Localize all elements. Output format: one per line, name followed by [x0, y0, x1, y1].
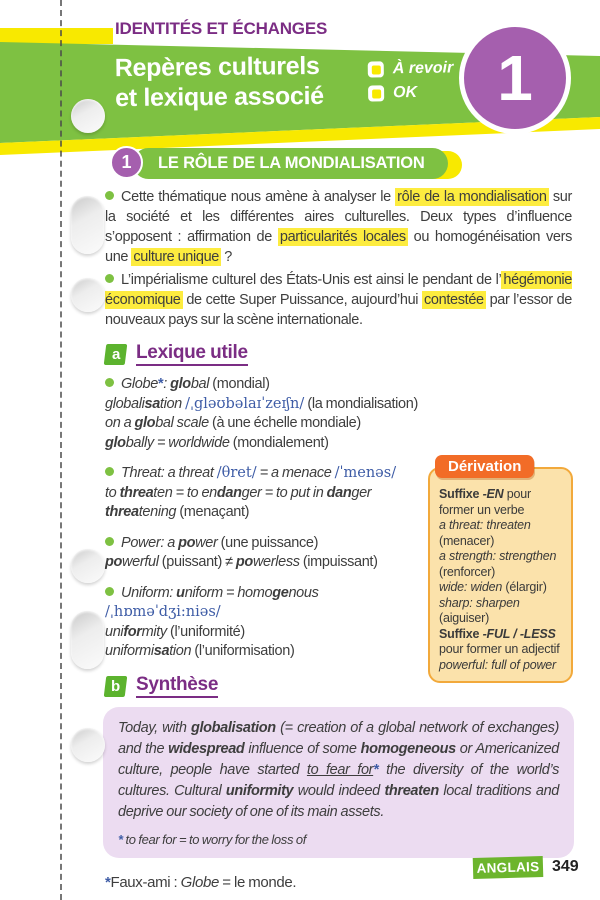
section-letter: a — [111, 345, 120, 363]
checkbox-row-a-revoir — [368, 59, 454, 78]
section-title: LE RÔLE DE LA MONDIALISATION — [158, 154, 425, 172]
intro-paragraph — [105, 270, 572, 330]
paragraph-text: Cette thématique nous amène à analyser le rôle de la mondialisation sur la société et les différentes aires culturelles. Deux types d’influence s’opposent : affirmation de particularités locales ou homogénéisation vers une culture unique ? — [105, 189, 572, 265]
lexique-line — [105, 375, 572, 395]
a-revoir-label: À revoir — [392, 59, 454, 78]
page-title — [115, 51, 324, 113]
derivation-line: a threat: threaten (menacer) — [439, 518, 531, 548]
fauxami-note: *Faux-ami : Globe = le monde. — [105, 873, 297, 891]
top-yellow-tab — [0, 28, 113, 44]
lexique-text: Threat: a threat /θret/ = a menace /ˈmenəs/ — [121, 465, 397, 481]
bullet-icon — [105, 191, 114, 200]
lexique-text: globalisation /ˌgləʊbəlaɪˈzeɪʃn/ (la mondialisation) — [105, 395, 418, 412]
intro-paragraph — [105, 187, 572, 267]
page-title-line1: Repères culturels — [114, 51, 320, 83]
synthese-body: Today, with globalisation (= creation of a global network of exchanges) and the widespread influence of some homogeneous or Americanized culture, people have started to fear for* the diversity of the world’s cultures. Cultural uniformity would indeed threaten local traditions and deprive our society of one of its main assets. — [118, 719, 560, 820]
derivation-line: wide: widen (élargir) — [439, 580, 547, 594]
section-banner — [133, 148, 448, 179]
unit-number: 1 — [497, 42, 533, 114]
lexique-text: Globe*: global (mondial) — [121, 376, 270, 392]
section-letter: b — [111, 677, 120, 694]
lexique-line — [105, 395, 572, 415]
subject-badge — [473, 856, 544, 879]
lexique-text: globally = worldwide (mondialement) — [105, 434, 329, 451]
bullet-icon — [105, 537, 114, 546]
lexique-text: to threaten = to endanger = to put in danger — [105, 484, 372, 501]
lexique-entry-globe — [105, 375, 572, 453]
section-number: 1 — [121, 152, 132, 172]
lexique-line — [105, 414, 572, 434]
ok-checkbox[interactable] — [368, 85, 384, 101]
ok-label: OK — [393, 83, 418, 102]
section-number-badge — [110, 146, 143, 179]
bullet-icon — [105, 587, 114, 596]
perforation-line — [60, 0, 62, 900]
subject-label: ANGLAIS — [476, 859, 540, 876]
section-letter-badge — [104, 344, 128, 365]
review-checkboxes — [368, 59, 454, 108]
lexique-text: uniformisation (l’uniformisation) — [105, 643, 295, 659]
derivation-line: Suffixe -EN pour former un verbe — [439, 487, 531, 517]
derivation-line: powerful: full of power — [439, 657, 556, 672]
bullet-icon — [105, 274, 114, 283]
chapter-label: IDENTITÉS ET ÉCHANGES — [115, 19, 328, 38]
derivation-box — [428, 458, 573, 683]
page-title-line2: et lexique associé — [115, 81, 324, 113]
derivation-line: Suffixe -FUL / -LESS pour former un adjectif — [439, 626, 560, 656]
binder-notch-pill — [71, 196, 104, 254]
page-number: 349 — [552, 858, 579, 875]
lexique-text: powerful (puissant) ≠ powerless (impuissant) — [105, 554, 378, 570]
lexique-text: on a global scale (à une échelle mondiale) — [105, 415, 361, 431]
a-revoir-checkbox[interactable] — [368, 61, 384, 77]
derivation-line: sharp: sharpen (aiguiser) — [439, 595, 520, 625]
lexique-header — [105, 343, 572, 366]
checkbox-fill — [371, 65, 380, 74]
synthese-title: Synthèse — [136, 675, 218, 698]
bullet-icon — [105, 378, 114, 387]
binder-notch-circle — [71, 99, 105, 133]
lexique-line — [105, 434, 572, 454]
binder-notch-pill — [71, 611, 104, 669]
checkbox-row-ok — [368, 83, 454, 102]
binder-notch-circle — [71, 549, 105, 583]
binder-notch-circle — [71, 728, 105, 762]
synthese-footnote: * to fear for = to worry for the loss of — [118, 831, 307, 847]
derivation-line: a strength: strengthen (renforcer) — [439, 549, 557, 579]
binder-notch-circle — [71, 278, 105, 312]
derivation-tab: Dérivation — [435, 455, 534, 478]
checkbox-fill — [372, 89, 381, 98]
lexique-text: uniformity (l’uniformité) — [105, 623, 245, 640]
unit-number-badge — [459, 22, 571, 134]
paragraph-text: L’impérialisme culturel des États-Unis est ainsi le pendant de l’ hégémonie économique de cette Super Puissance, aujourd’hui contestée par l’essor de nouveaux pays sur la scène internationale. — [105, 272, 572, 328]
lexique-text: /ˌhɒməˈdʒi:niəs/ — [105, 604, 221, 620]
lexique-text: threatening (menaçant) — [105, 504, 250, 520]
lexique-title: Lexique utile — [136, 343, 248, 366]
lexique-text: Power: a power (une puissance) — [121, 534, 319, 551]
bullet-icon — [105, 467, 114, 476]
synthese-box — [103, 707, 574, 858]
section-letter-badge — [104, 676, 128, 697]
lexique-text: Uniform: uniform = homogenous — [121, 584, 319, 601]
